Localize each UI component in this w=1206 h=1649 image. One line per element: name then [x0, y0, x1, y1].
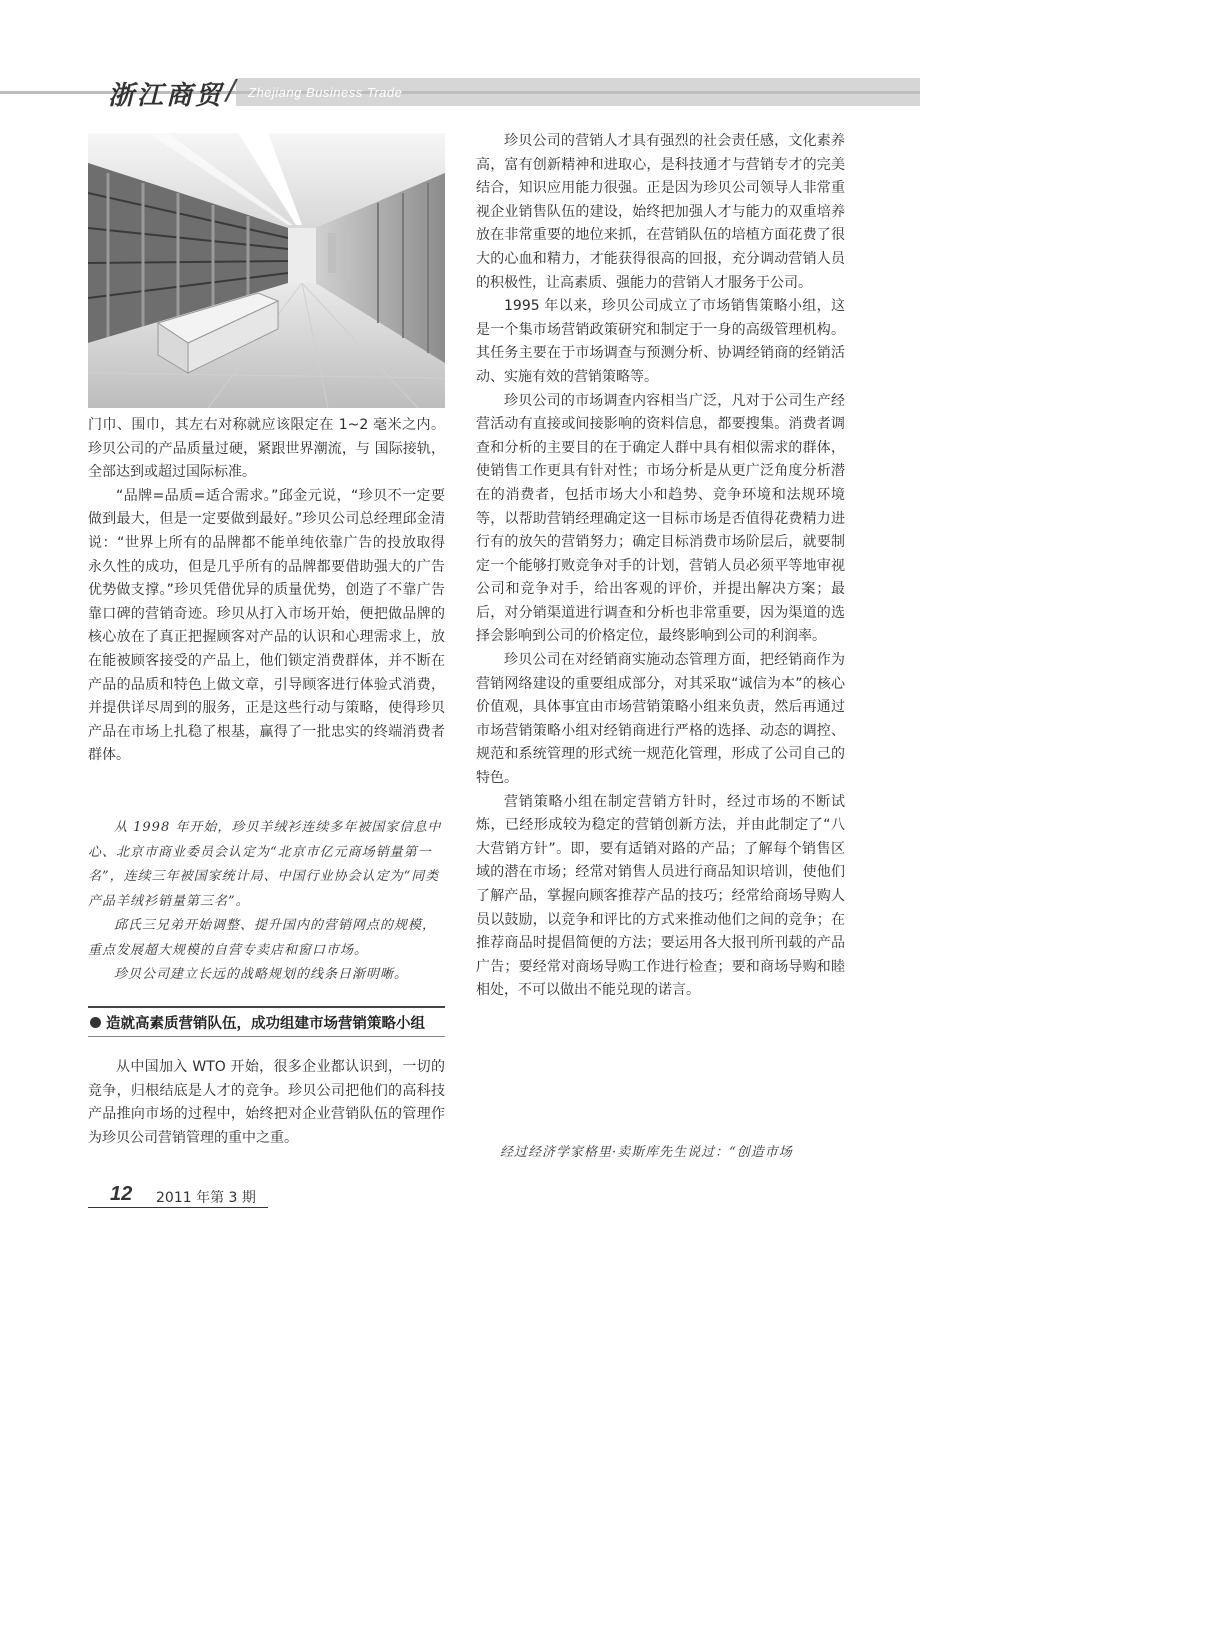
paragraph: 珍贝公司在对经销商实施动态管理方面，把经销商作为营销网络建设的重要组成部分，对其采取“诚信为本”的核心价值观，具体事宜由市场营销策略小组来负责，然后再通过市场营销策略小组对经销商进行严格的选择、动态的调控、规范和系统管理的形式统一规范化管理，形成了公司自己的特色。 — [476, 652, 845, 787]
left-column-top-text — [88, 414, 445, 768]
bullet-icon — [90, 1017, 101, 1028]
store-interior-photo — [88, 133, 445, 408]
page-folio — [88, 1183, 268, 1208]
side-note — [88, 816, 445, 988]
left-column-bottom-text — [88, 1056, 445, 1150]
bottom-note: 经过经济学家格里·卖斯库先生说过：“创造市场 — [500, 1145, 793, 1160]
issue-label: 2011 年第 3 期 — [156, 1190, 256, 1206]
magazine-english-title: Zhejiang Business Trade — [248, 85, 403, 100]
page-number: 12 — [110, 1183, 133, 1205]
side-note-paragraph: 邱氏三兄弟开始调整、提升国内的营销网点的规模，重点发展超大规模的自营专卖店和窗口市场。 — [88, 918, 437, 958]
masthead-slash: / — [226, 73, 236, 106]
paragraph: 1995 年以来，珍贝公司成立了市场销售策略小组，这是一个集市场营销政策研究和制定于一身的高级管理机构。其任务主要在于市场调查与预测分析、协调经销商的经销活动、实施有效的营销策略等。 — [476, 298, 845, 385]
magazine-logo: 浙江商贸 — [108, 81, 225, 111]
paragraph: 珍贝公司的营销人才具有强烈的社会责任感，文化素养高，富有创新精神和进取心，是科技通才与营销专才的完美结合，知识应用能力很强。正是因为珍贝公司领导人非常重视企业销售队伍的建设，始终把加强人才与能力的双重培养放在非常重要的地位来抓，在营销队伍的培植方面花费了很大的心血和精力，才能获得很高的回报，充分调动营销人员的积极性，让高素质、强能力的营销人才服务于公司。 — [476, 133, 845, 291]
paragraph: 门巾、围巾，其左右对称就应该限定在 1~2 毫米之内。珍贝公司的产品质量过硬，紧跟世界潮流，与 国际接轨，全部达到或超过国际标准。 — [88, 417, 445, 481]
side-note-paragraph: 从 1998 年开始，珍贝羊绒衫连续多年被国家信息中心、北京市商业委员会认定为“北京市亿元商场销量第一名”，连续三年被国家统计局、中国行业协会认定为“同类产品羊绒衫销量第三名”。 — [88, 820, 442, 909]
paragraph: 从中国加入 WTO 开始，很多企业都认识到，一切的竞争，归根结底是人才的竞争。珍贝公司把他们的高科技产品推向市场的过程中，始终把对企业营销队伍的管理作为珍贝公司营销管理的重中之重。 — [88, 1059, 445, 1146]
section-heading — [88, 1006, 445, 1037]
paragraph: 营销策略小组在制定营销方针时，经过市场的不断试炼，已经形成较为稳定的营销创新方法，并由此制定了“八大营销方针”。即，要有适销对路的产品；了解每个销售区域的潜在市场；经常对销售人员进行商品知识培训，使他们了解产品，掌握向顾客推荐产品的技巧；经常给商场导购人员以鼓励，以竞争和评比的方式来推动他们之间的竞争；在推荐商品时提倡简便的方法；要运用各大报刊所刊载的产品广告；要经常对商场导购工作进行检查；要和商场导购和睦相处，不可以做出不能兑现的诺言。 — [476, 793, 845, 999]
side-note-paragraph: 珍贝公司建立长远的战略规划的线条日渐明晰。 — [114, 967, 409, 982]
paragraph: 珍贝公司的市场调查内容相当广泛，凡对于公司生产经营活动有直接或间接影响的资料信息，都要搜集。消费者调查和分析的主要目的在于确定人群中具有相似需求的群体，使销售工作更具有针对性；市场分析是从更广泛角度分析潜在的消费者，包括市场大小和趋势、竞争环境和法规环境等，以帮助营销经理确定这一目标市场是否值得花费精力进行有的放矢的营销努力；确定目标消费市场阶层后，就要制定一个能够打败竞争对手的计划，营销人员必须平等地审视公司和竞争对手，给出客观的评价，并提出解决方案；最后，对分销渠道进行调查和分析也非常重要，因为渠道的选择会影响到公司的价格定位，最终影响到公司的利润率。 — [476, 392, 845, 645]
section-heading-text: 造就高素质营销队伍，成功组建市场营销策略小组 — [106, 1015, 425, 1032]
paragraph: “品牌=品质=适合需求。”邱金元说，“珍贝不一定要做到最大，但是一定要做到最好。”珍贝公司总经理邱金清说：“世界上所有的品牌都不能单纯依靠广告的投放取得永久性的成功，但是几乎所有的品牌都要借助强大的广告优势做支撑。”珍贝凭借优异的质量优势，创造了不靠广告靠口碑的营销奇迹。珍贝从打入市场开始，便把做品牌的核心放在了真正把握顾客对产品的认识和心理需求上，放在能被顾客接受的产品上，他们锁定消费群体，并不断在产品的品质和特色上做文章，引导顾客进行体验式消费，并提供详尽周到的服务，正是这些行动与策略，使得珍贝产品在市场上扎稳了根基，赢得了一批忠实的终端消费者群体。 — [88, 487, 445, 764]
masthead — [0, 73, 920, 111]
right-column-text — [476, 130, 845, 1003]
